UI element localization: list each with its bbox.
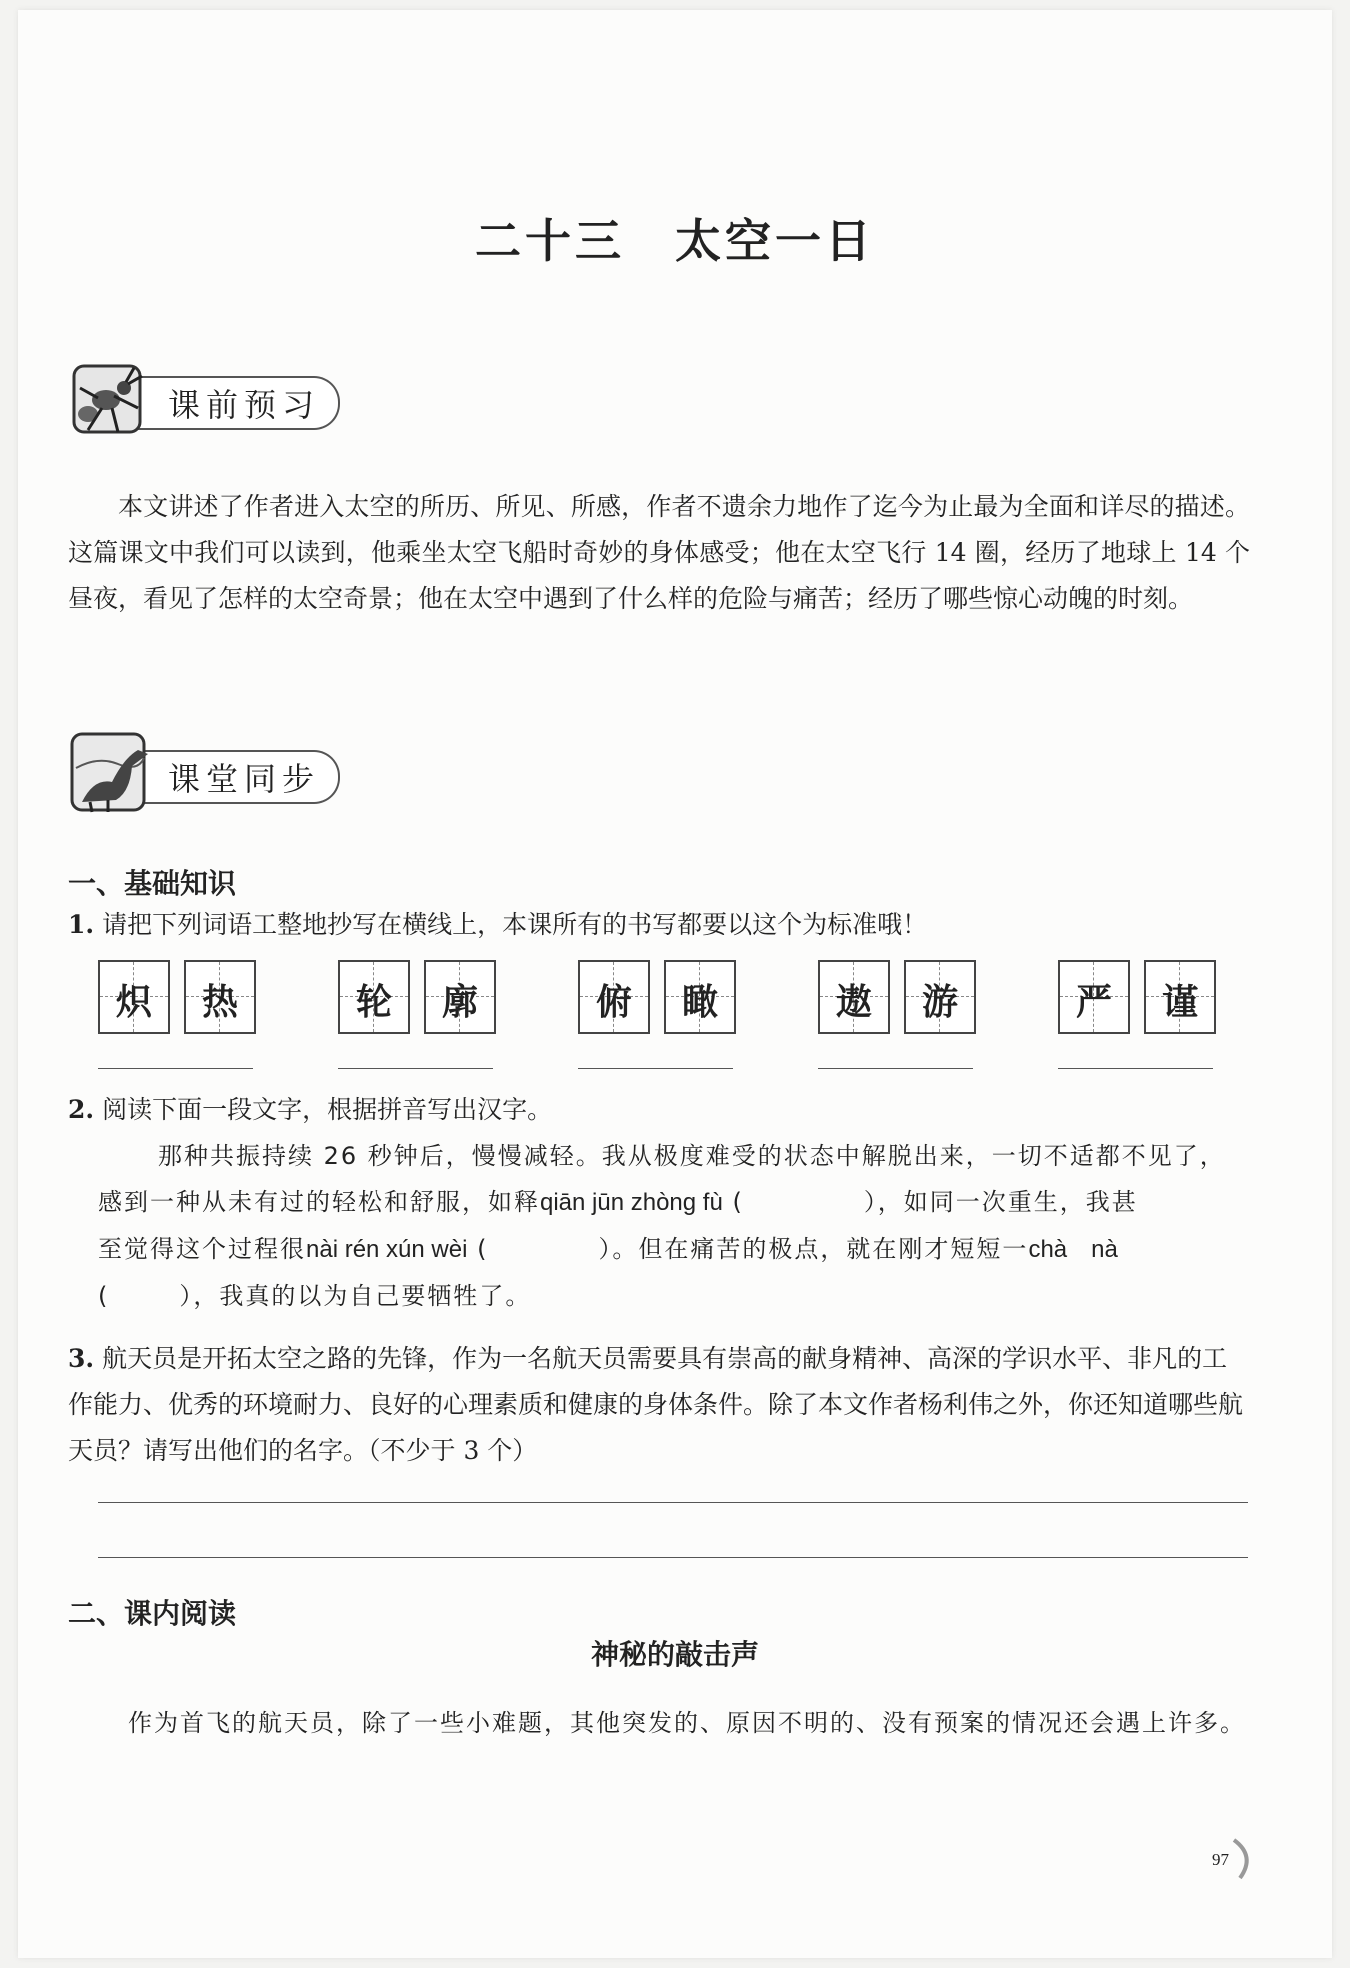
- passage-text: 感到一种从未有过的轻松和舒服，如释: [98, 1188, 540, 1216]
- page-number: [1200, 1840, 1250, 1878]
- passage-line: ( ），我真的以为自己要牺牲了。: [98, 1282, 532, 1310]
- char: 谨: [1161, 981, 1198, 1023]
- pinyin-passage: [98, 1133, 1250, 1319]
- char: 轮: [355, 981, 392, 1023]
- char-box: [818, 960, 890, 1034]
- char: 廓: [441, 981, 478, 1023]
- passage-line: 那种共振持续 26 秒钟后，慢慢减轻。我从极度难受的状态中解脱出来，一切不适都不见了，: [158, 1142, 1226, 1170]
- char: 俯: [595, 981, 632, 1023]
- copy-line[interactable]: [338, 1068, 493, 1069]
- char-box: [184, 960, 256, 1034]
- passage-text: ）。但在痛苦的极点，就在刚才短短一: [598, 1235, 1029, 1263]
- passage-line: 至觉得这个过程很nài rén xún wèi ( ）。但在痛苦的极点，就在刚才短短一chà nà: [98, 1235, 1118, 1263]
- preview-banner: [68, 358, 358, 438]
- question-2: [68, 1088, 1250, 1132]
- char: 热: [201, 981, 238, 1023]
- char-box: [664, 960, 736, 1034]
- copy-line[interactable]: [1058, 1068, 1213, 1069]
- answer-line[interactable]: [98, 1557, 1248, 1558]
- char: 严: [1075, 981, 1112, 1023]
- question-1: [68, 903, 1250, 947]
- preview-text: 本文讲述了作者进入太空的所历、所见、所感，作者不遗余力地作了迄今为止最为全面和详尽的描述。这篇课文中我们可以读到，他乘坐太空飞船时奇妙的身体感受；他在太空飞行 14 圈，经历了地球上 14 个昼夜，看见了怎样的太空奇景；他在太空中遇到了什么样的危险与痛苦；经历了哪些惊心动魄的时刻。: [68, 492, 1250, 613]
- passage-text: 至觉得这个过程很: [98, 1235, 306, 1263]
- question-number: 2.: [68, 1095, 95, 1124]
- copy-line[interactable]: [98, 1068, 253, 1069]
- char-box: [338, 960, 410, 1034]
- passage-line: 感到一种从未有过的轻松和舒服，如释qiān jūn zhòng fù ( ），如同一次重生，我甚: [98, 1188, 1138, 1216]
- copy-line[interactable]: [578, 1068, 733, 1069]
- page-number-text: 97: [1212, 1850, 1229, 1869]
- pinyin-prompt: nài rén xún wèi: [306, 1236, 468, 1263]
- char-box: [1144, 960, 1216, 1034]
- answer-line[interactable]: [98, 1502, 1248, 1503]
- sync-banner: [68, 728, 358, 808]
- banner-label: 课前预习: [168, 386, 321, 424]
- dinosaur-illustration-icon: [68, 728, 154, 818]
- char-box: [578, 960, 650, 1034]
- char-box: [424, 960, 496, 1034]
- char: 炽: [115, 981, 152, 1023]
- page-swoosh-icon: [1200, 1836, 1260, 1882]
- char-box: [1058, 960, 1130, 1034]
- passage-text: ），如同一次重生，我甚: [863, 1188, 1138, 1216]
- question-text: 航天员是开拓太空之路的先锋，作为一名航天员需要具有崇高的献身精神、高深的学识水平、非凡的工作能力、优秀的环境耐力、良好的心理素质和健康的身体条件。除了本文作者杨利伟之外，你还知道哪些航天员？请写出他们的名字。（不少于 3 个）: [68, 1344, 1244, 1465]
- char: 瞰: [681, 981, 718, 1023]
- char-box: [98, 960, 170, 1034]
- ant-illustration-icon: [68, 358, 154, 442]
- pinyin-prompt: qiān jūn zhòng fù: [540, 1189, 723, 1216]
- reading-paragraph: 作为首飞的航天员，除了一些小难题，其他突发的、原因不明的、没有预案的情况还会遇上许多。: [128, 1709, 1246, 1737]
- passage-text: ），我真的以为自己要牺牲了。: [179, 1282, 532, 1310]
- char: 游: [921, 981, 958, 1023]
- section-heading-reading: 二、课内阅读: [68, 1597, 237, 1630]
- reading-title: 神秘的敲击声: [590, 1638, 759, 1671]
- page-title: 二十三 太空一日: [475, 214, 875, 268]
- question-text: 阅读下面一段文字，根据拼音写出汉字。: [102, 1095, 553, 1124]
- question-3: [68, 1336, 1250, 1474]
- char-box: [904, 960, 976, 1034]
- char: 遨: [835, 981, 872, 1023]
- banner-label: 课堂同步: [168, 760, 321, 798]
- question-number: 1.: [68, 910, 95, 939]
- question-number: 3.: [68, 1344, 95, 1373]
- section-heading-basics: 一、基础知识: [68, 867, 237, 900]
- pinyin-prompt: chà nà: [1028, 1236, 1118, 1263]
- question-text: 请把下列词语工整地抄写在横线上，本课所有的书写都要以这个为标准哦！: [102, 910, 928, 939]
- preview-paragraph: [68, 484, 1250, 622]
- copy-line[interactable]: [818, 1068, 973, 1069]
